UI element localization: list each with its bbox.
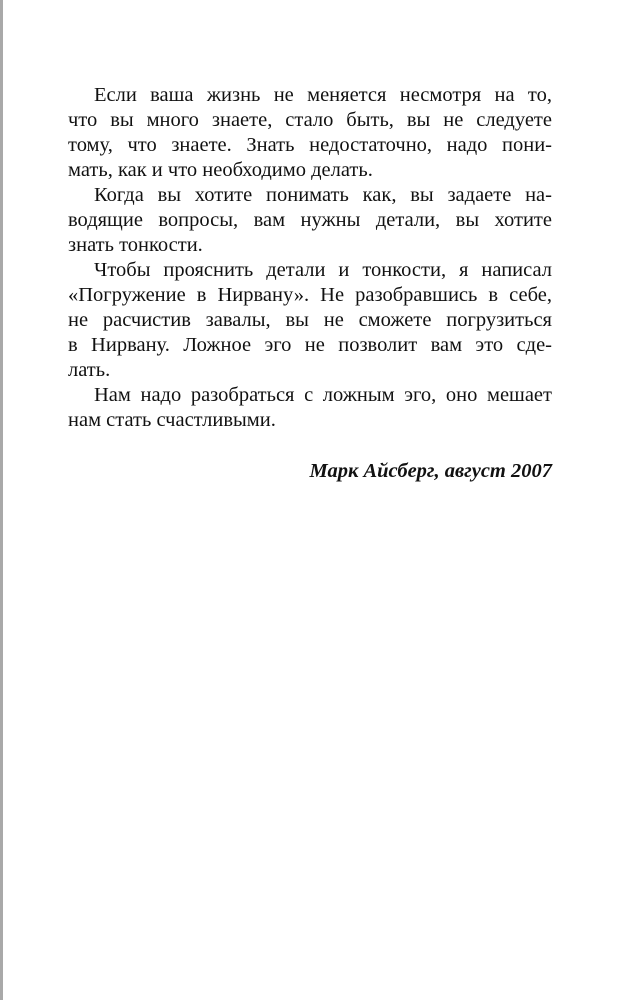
- text-line: Когда вы хотите понимать как, вы задаете на-: [94, 184, 552, 206]
- text-line: Если ваша жизнь не меняется несмотря на то,: [94, 84, 552, 106]
- text-line: лать.: [68, 359, 111, 381]
- text-line: нам стать счастливыми.: [68, 409, 276, 431]
- text-block: [68, 83, 552, 433]
- text-line: в Нирвану. Ложное эго не позволит вам это сде-: [68, 334, 552, 356]
- text-line: мать, как и что необходимо делать.: [68, 159, 373, 181]
- text-line: не расчистив завалы, вы не сможете погрузиться: [68, 309, 552, 331]
- text-line: водящие вопросы, вам нужны детали, вы хотите: [68, 209, 552, 231]
- text-line: тому, что знаете. Знать недостаточно, надо пони-: [68, 134, 552, 156]
- page-left-edge: [0, 0, 3, 1000]
- text-line: Нам надо разобраться с ложным эго, оно мешает: [94, 384, 552, 406]
- paragraph-3: [68, 258, 552, 383]
- paragraph-4: [68, 383, 552, 433]
- text-line: знать тонкости.: [68, 234, 203, 256]
- author-signature: Марк Айсберг, август 2007: [309, 460, 552, 482]
- paragraph-2: [68, 183, 552, 258]
- text-line: Чтобы прояснить детали и тонкости, я написал: [94, 259, 552, 281]
- text-line: что вы много знаете, стало быть, вы не следуете: [68, 109, 552, 131]
- paragraph-1: [68, 83, 552, 183]
- text-line: «Погружение в Нирвану». Не разобравшись в себе,: [68, 284, 552, 306]
